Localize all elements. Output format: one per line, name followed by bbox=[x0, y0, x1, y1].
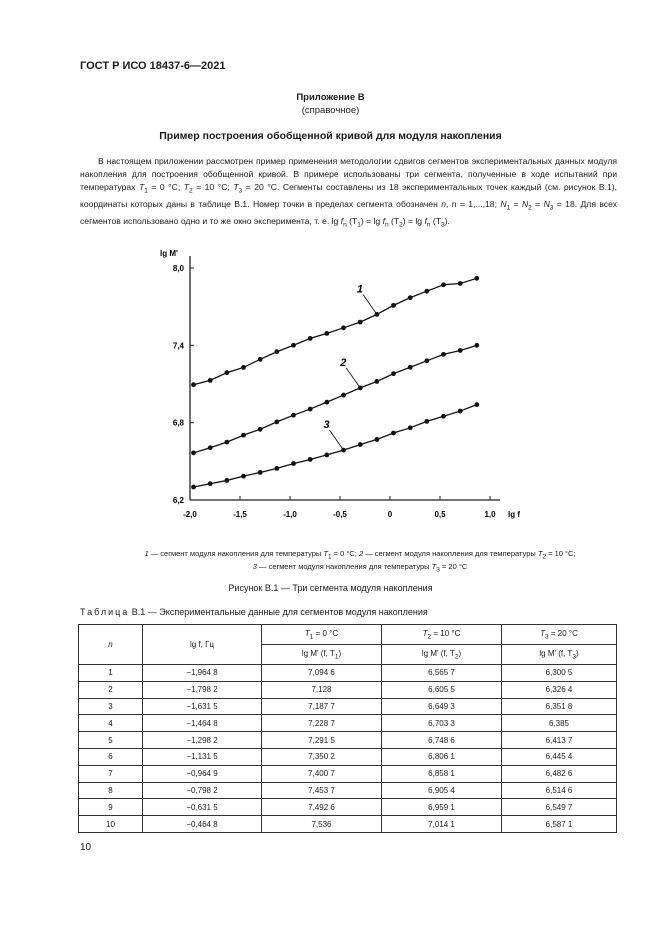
data-point bbox=[408, 295, 413, 300]
col-header-t2: $T_2 = 10$ °С bbox=[382, 625, 502, 645]
data-point bbox=[241, 433, 246, 438]
intro-paragraph: В настоящем приложении рассмотрен пример применения методологии сдвигов сегментов экспериментальных данных модуля накопления для построения обобщенной кривой. В примере использованы три сегмента, полученные в ходе испытаний при температурах $T_1 = 0$ °С; $T_2 = 10$ °С; $T_3 = 20$ °С. Сегменты составлены из 18 экспериментальных точек каждый (см. рисунок В.1), координаты которых даны в таблице В.1. Номер точки в пределах сегмента обозначен n, n = 1,...,18; $N_1 = N_2 = N_3 = 18$. Для всех сегментов использовано одно и то же окно эксперимента, т. е. $\lg f_n$ $(T_1) = \lg f_n$ $(T_2) = \lg f_n$ $(T_3)$. bbox=[80, 156, 618, 229]
data-point bbox=[208, 481, 213, 486]
x-tick-label: 1,0 bbox=[484, 510, 496, 519]
annex-subtitle: (справочное) bbox=[301, 105, 360, 116]
x-tick-label: 0,5 bbox=[434, 510, 446, 519]
x-tick-label: -2,0 bbox=[183, 510, 197, 519]
data-point bbox=[308, 336, 313, 341]
table-row: 9 −0,631 5 7,492 6 6,959 1 6,549 7 bbox=[79, 799, 617, 816]
annotation-leader bbox=[363, 294, 377, 314]
data-point bbox=[324, 331, 329, 336]
annotation-leader bbox=[330, 430, 344, 450]
data-point bbox=[324, 400, 329, 405]
segments-chart bbox=[150, 238, 540, 533]
data-point bbox=[258, 357, 263, 362]
annotation-label: 2 bbox=[340, 356, 347, 369]
figure-legend-line-2: 3 — сегмент модуля накопления для температуры $T_3 = 20$ °С bbox=[252, 562, 468, 574]
annotation-label: 3 bbox=[323, 419, 330, 432]
data-point bbox=[391, 371, 396, 376]
data-table bbox=[78, 624, 617, 833]
data-point bbox=[191, 450, 196, 455]
table-row: 1 −1,964 8 7,094 6 6,565 7 6,300 5 bbox=[79, 665, 617, 682]
series-line-3 bbox=[194, 405, 477, 487]
table-row: 4 −1,464 8 7,228 7 6,703 3 6,385 bbox=[79, 715, 617, 732]
y-tick-label: 6,8 bbox=[172, 418, 184, 428]
x-tick-label: -0,5 bbox=[333, 510, 347, 519]
data-point bbox=[274, 349, 279, 354]
data-point bbox=[424, 358, 429, 363]
table-row: 8 −0,798 2 7,453 7 6,905 4 6,514 6 bbox=[79, 782, 617, 799]
data-point bbox=[375, 437, 380, 442]
data-point bbox=[291, 461, 296, 466]
data-point bbox=[474, 402, 479, 407]
annotation-label: 1 bbox=[356, 283, 364, 296]
series-line-2 bbox=[194, 345, 477, 453]
data-point bbox=[441, 352, 446, 357]
col-subheader-t2: lg M' (f, $T_2$) bbox=[382, 645, 502, 665]
data-point bbox=[458, 281, 463, 286]
col-subheader-t3: lg M' (f, $T_3$) bbox=[502, 645, 617, 665]
data-point bbox=[191, 485, 196, 490]
data-point bbox=[274, 466, 279, 471]
table-row: 10 −0,464 8 7,536 7,014 1 6,587 1 bbox=[79, 816, 617, 833]
x-tick-label: 0 bbox=[387, 510, 393, 519]
data-point bbox=[424, 289, 429, 294]
x-axis-label: lg f bbox=[508, 510, 520, 519]
data-point bbox=[441, 282, 446, 287]
data-point bbox=[358, 320, 363, 325]
data-point bbox=[208, 378, 213, 383]
col-header-t1: $T_1 = 0$ °С bbox=[262, 625, 382, 645]
data-point bbox=[241, 474, 246, 479]
document-code: ГОСТ Р ИСО 18437-6—2021 bbox=[80, 60, 226, 72]
data-point bbox=[208, 445, 213, 450]
data-point bbox=[474, 343, 479, 348]
data-point bbox=[441, 414, 446, 419]
table-row: 2 −1,798 2 7,128 6,605 5 6,326 4 bbox=[79, 681, 617, 698]
x-tick-label: -1,0 bbox=[283, 510, 297, 519]
data-point bbox=[224, 370, 229, 375]
data-point bbox=[258, 427, 263, 432]
col-header-n: n bbox=[79, 625, 143, 665]
y-tick-label: 6,2 bbox=[172, 496, 184, 505]
col-subheader-t1: lg M' (f, $T_1$) bbox=[262, 645, 382, 665]
y-tick-label: 8,0 bbox=[172, 264, 184, 273]
data-point bbox=[258, 470, 263, 475]
x-tick-label: -1,5 bbox=[233, 510, 247, 519]
data-point bbox=[224, 440, 229, 445]
figure-legend-line-1: 1 — сегмент модуля накопления для температуры $T_1 = 0$ °С; 2 — сегмент модуля накопления для температуры $T_2 = 10$ °С; bbox=[144, 549, 576, 561]
data-point bbox=[391, 431, 396, 436]
data-point bbox=[224, 478, 229, 483]
data-point bbox=[408, 425, 413, 430]
data-point bbox=[358, 442, 363, 447]
data-point bbox=[291, 343, 296, 348]
y-tick-label: 7,4 bbox=[172, 341, 184, 351]
annex-heading: Пример построения обобщенной кривой для модуля накопления bbox=[159, 130, 502, 142]
data-point bbox=[341, 325, 346, 330]
y-axis-label: lg M' bbox=[160, 249, 178, 258]
data-point bbox=[458, 409, 463, 414]
data-point bbox=[341, 393, 346, 398]
data-point bbox=[274, 419, 279, 424]
table-row: 7 −0,964 9 7,400 7 6,858 1 6,482 6 bbox=[79, 765, 617, 782]
data-point bbox=[375, 379, 380, 384]
figure-caption: Рисунок В.1 — Три сегмента модуля накопления bbox=[228, 583, 433, 593]
page-number: 10 bbox=[80, 842, 92, 853]
col-header-t3: $T_3 = 20$ °С bbox=[502, 625, 617, 645]
data-point bbox=[474, 276, 479, 281]
table-row: 3 −1,631 5 7,187 7 6,649 3 6,351 8 bbox=[79, 698, 617, 715]
data-point bbox=[391, 303, 396, 308]
col-header-lgf: lg f, Гц bbox=[143, 625, 262, 665]
data-point bbox=[458, 348, 463, 353]
table-row: 5 −1,298 2 7,291 5 6,748 6 6,413 7 bbox=[79, 732, 617, 749]
data-point bbox=[191, 382, 196, 387]
annex-title: Приложение В bbox=[296, 92, 365, 103]
table-caption: Таблица В.1 — Экспериментальные данные для сегментов модуля накопления bbox=[80, 607, 428, 617]
data-point bbox=[308, 407, 313, 412]
data-point bbox=[308, 457, 313, 462]
data-point bbox=[291, 413, 296, 418]
data-point bbox=[324, 453, 329, 458]
table-row: 6 −1,131 5 7,350 2 6,806 1 6,445 4 bbox=[79, 748, 617, 765]
data-point bbox=[408, 365, 413, 370]
series-line-1 bbox=[194, 278, 477, 384]
annotation-leader bbox=[346, 368, 360, 388]
data-point bbox=[241, 365, 246, 370]
data-point bbox=[424, 419, 429, 424]
